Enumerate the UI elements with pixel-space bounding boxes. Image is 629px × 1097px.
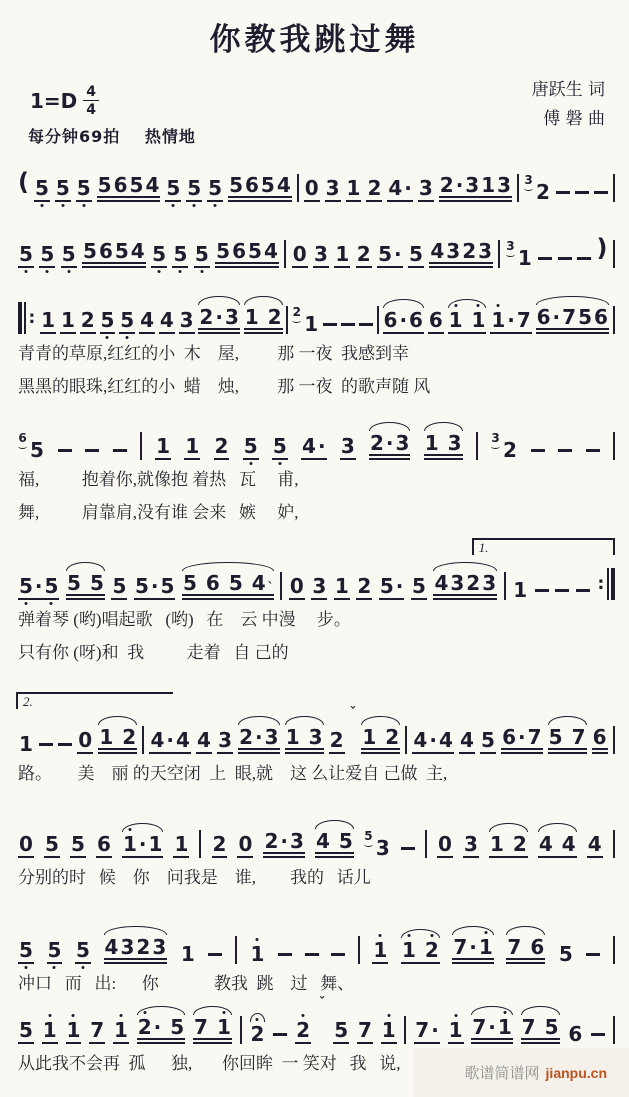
time-lower: 4 <box>86 102 97 118</box>
music-system-7 <box>18 802 615 891</box>
barline <box>613 306 615 334</box>
note-token: 2 <box>356 242 371 266</box>
barline <box>142 726 144 754</box>
expression-label: 热情地 <box>144 127 196 146</box>
time-signature <box>83 84 99 117</box>
note-token: 2 · 5 <box>137 1017 185 1044</box>
barline <box>405 726 407 754</box>
barline <box>286 306 288 334</box>
tempo-label: 每分钟69拍 <box>28 127 121 146</box>
music-system-2 <box>18 212 615 268</box>
note-token: 5 <box>112 574 127 598</box>
note-token: 1 <box>114 1018 128 1042</box>
duration-dash <box>586 449 600 452</box>
notation-row <box>18 212 615 268</box>
note-token: 5 6 5 4 <box>228 175 292 202</box>
lyric-line: 青青的草原,红红的小 木 屋, 那 一夜 我感到幸 <box>18 344 409 363</box>
notation-row <box>18 802 615 858</box>
duration-dash <box>273 1033 287 1036</box>
note-token: 5 <box>558 942 573 966</box>
duration-dash <box>323 323 337 326</box>
note-token: 5 <box>70 832 85 856</box>
note-token: 3 1 <box>506 239 532 270</box>
note-token: 5 <box>152 242 167 266</box>
note-token: 5 · 5 <box>19 574 59 598</box>
note-token: 1 2 <box>98 727 137 754</box>
duration-dash <box>555 589 569 592</box>
phrase-paren: ) <box>596 234 608 262</box>
duration-dash <box>538 257 552 260</box>
note-token: 1 2 <box>361 727 400 754</box>
duration-dash <box>58 743 72 746</box>
note-token: 1 2 <box>401 938 439 962</box>
notation-row <box>18 988 615 1044</box>
note-token: 5 <box>44 832 59 856</box>
notation-row <box>18 278 615 334</box>
duration-dash <box>58 449 72 452</box>
notation-row <box>18 540 615 602</box>
note-token: 0 <box>438 832 452 856</box>
note-token: 5 <box>187 176 202 200</box>
note-token: 1 <box>335 242 350 266</box>
grace-note: 2 <box>292 306 301 323</box>
volta-bracket-1: 1. <box>472 538 615 555</box>
volta-bracket-2: 2. <box>16 692 173 709</box>
note-token: 4 3 2 3 <box>104 937 168 964</box>
note-token: 3 <box>218 728 232 752</box>
lyric-line: 黑黑的眼珠,红红的小 蜡 烛, 那 一夜 的歌声随 风 <box>18 377 431 396</box>
duration-dash <box>331 953 345 956</box>
note-token: 7 5 <box>521 1017 560 1044</box>
note-token: 1 <box>42 1018 57 1042</box>
site-name: 歌谱简谱网 <box>464 1066 540 1082</box>
note-token: 0 <box>304 176 319 200</box>
note-token: 5 <box>34 176 49 200</box>
composer: 傅 磐 曲 <box>543 109 605 129</box>
note-token: 3 <box>312 574 327 598</box>
duration-dash <box>39 743 53 746</box>
barline <box>140 432 142 460</box>
note-token: 6 · 7 5 6 <box>536 307 609 334</box>
note-token: 4 <box>587 832 602 856</box>
lyric-line: 福, 抱着你,就像抱 着热 瓦 甫, <box>18 470 299 489</box>
note-token: 4 · <box>388 176 412 200</box>
note-token: 3 <box>418 176 433 200</box>
note-token: 7 6 <box>506 937 545 964</box>
note-token: 4 <box>159 308 174 332</box>
note-token: 1 <box>513 578 528 602</box>
note-token: 4 · 4 <box>413 728 453 752</box>
duration-dash <box>558 449 572 452</box>
breath-mark: ˇ <box>349 706 357 721</box>
music-system-3 <box>18 278 615 400</box>
note-token: 3 <box>340 434 355 458</box>
lyric-line: 路。 美 丽 的天空闭 上 眼,就 这 么让爱自 己做 主, <box>18 764 448 783</box>
note-token: 6 <box>96 832 111 856</box>
note-token: 2 <box>250 1022 265 1046</box>
note-token: 5 <box>19 1018 33 1042</box>
note-token: 1 <box>448 1018 463 1042</box>
duration-dash <box>577 257 591 260</box>
note-token: 5 <box>120 308 135 332</box>
note-token: 5 3 <box>364 829 390 860</box>
note-token: 2 <box>329 728 344 752</box>
note-token: 5 <box>208 176 223 200</box>
barline <box>498 240 500 268</box>
barline <box>404 1016 406 1044</box>
note-token: 5 · <box>378 242 402 266</box>
notation-row <box>18 694 615 756</box>
note-token: 5 <box>47 938 62 962</box>
note-token: 6 · 6 <box>383 308 423 332</box>
note-token: 1 3 <box>424 433 463 460</box>
note-token: 5 <box>19 938 33 962</box>
notation-row <box>18 146 615 202</box>
note-token: 7 · 1 <box>471 1017 512 1044</box>
note-token: 1 · 7 <box>491 308 531 332</box>
grace-note: 6 <box>18 432 27 449</box>
time-upper: 4 <box>83 84 99 101</box>
barline <box>613 726 615 754</box>
duration-dash <box>341 323 355 326</box>
barline <box>425 830 427 858</box>
note-token: 3 2 <box>491 431 517 462</box>
barline <box>377 306 379 334</box>
note-token: 5 <box>61 242 76 266</box>
note-token: 5 6 5 4 <box>82 241 146 268</box>
barline <box>613 432 615 460</box>
duration-dash <box>558 257 572 260</box>
note-token: 0 <box>292 242 307 266</box>
note-token: 5 6 5 4 <box>215 241 279 268</box>
note-token: 3 <box>325 176 340 200</box>
note-token: 1 <box>66 1018 81 1042</box>
barline <box>476 432 478 460</box>
grace-note: 3 <box>524 174 533 191</box>
barline <box>613 174 615 202</box>
duration-dash <box>208 953 222 956</box>
note-token: 5 <box>55 176 70 200</box>
grace-note: 5 <box>364 830 373 847</box>
lyric-line: 弹着琴 (哟)唱起歌 (哟) 在 云 中漫 步。 <box>18 610 351 629</box>
barline <box>613 1016 615 1044</box>
duration-dash <box>401 847 415 850</box>
repeat-end: : <box>597 568 615 600</box>
note-token: 2 · 3 <box>238 727 279 754</box>
music-system-5 <box>18 540 615 666</box>
note-token: 4 3 2 3 <box>429 241 493 268</box>
grace-note: 3 <box>491 432 500 449</box>
barline <box>284 240 286 268</box>
note-token: 1 <box>60 308 75 332</box>
duration-dash <box>359 323 373 326</box>
note-token: 1 1 <box>448 308 486 332</box>
note-token: 3 2 <box>524 173 550 204</box>
note-token: 7 <box>90 1018 105 1042</box>
note-token: 1 <box>180 942 195 966</box>
note-token: 1 <box>19 732 33 756</box>
note-token: 2 <box>367 176 382 200</box>
barline <box>297 174 299 202</box>
note-token: 2 <box>80 308 95 332</box>
music-system-8 <box>18 908 615 997</box>
key-signature <box>30 84 99 117</box>
barline <box>199 830 201 858</box>
note-token: 0 <box>19 832 33 856</box>
note-token: 5 <box>334 1018 349 1042</box>
note-token: 5 6 5 4 ˋ <box>182 573 274 600</box>
note-token: 6 <box>592 727 608 754</box>
notation-row <box>18 404 615 460</box>
note-token: 2 · 3 <box>369 433 410 460</box>
note-token: 5 5 <box>66 573 105 600</box>
note-token: 1 2 <box>489 832 527 856</box>
note-token: 4 5 <box>315 831 354 858</box>
breath-mark: ˇ <box>318 996 326 1011</box>
duration-dash <box>586 953 600 956</box>
grace-note: 3 <box>506 240 515 257</box>
key-label: 1=D <box>30 88 78 113</box>
note-token: 1 · 1 <box>122 832 163 856</box>
duration-dash <box>591 1033 605 1036</box>
note-token: 2 · 3 <box>198 307 239 334</box>
note-token: 1 <box>346 176 361 200</box>
note-token: 3 <box>463 832 478 856</box>
note-token: 1 <box>381 1018 396 1042</box>
note-token: 5 7 <box>548 727 587 754</box>
note-token: 7 · <box>415 1018 439 1042</box>
lyric-line: 从此我不会再 孤 独, 你回眸 一 笑对 我 说, <box>18 1054 401 1073</box>
duration-dash <box>305 953 319 956</box>
barline <box>358 936 360 964</box>
note-token: 2 <box>357 574 372 598</box>
duration-dash <box>594 191 608 194</box>
barline <box>613 830 615 858</box>
note-token: 4 · 4 <box>150 728 190 752</box>
note-token: 4 <box>140 308 154 332</box>
note-token: 5 · <box>379 574 404 598</box>
note-token: 1 <box>174 832 189 856</box>
note-token: 5 <box>409 242 423 266</box>
duration-dash <box>556 191 570 194</box>
duration-dash <box>535 589 549 592</box>
note-token: 1 <box>185 434 200 458</box>
barline <box>504 572 506 600</box>
barline <box>613 240 615 268</box>
tempo-row <box>28 124 214 147</box>
note-token: 2 · 3 1 3 <box>439 175 512 202</box>
note-token: 7 <box>357 1018 372 1042</box>
note-token: 1 <box>156 434 171 458</box>
note-token: 2 · 3 <box>263 831 304 858</box>
note-token: 5 <box>173 242 188 266</box>
credits <box>532 76 605 134</box>
watermark <box>465 1062 607 1083</box>
note-token: 1 2 <box>244 307 283 334</box>
note-token: 7 · 1 <box>452 937 493 964</box>
note-token: 5 <box>272 434 287 458</box>
note-token: 1 <box>373 938 388 962</box>
duration-dash <box>576 589 590 592</box>
duration-dash <box>531 449 545 452</box>
repeat-begin: : <box>18 302 36 334</box>
lyricist: 唐跃生 词 <box>531 80 605 100</box>
barline <box>240 1016 242 1044</box>
lyric-line: 分别的时 候 你 问我是 谁, 我的 话儿 <box>18 868 371 887</box>
note-token: 5 <box>76 176 91 200</box>
site-url: jianpu.cn <box>545 1065 607 1081</box>
duration-dash <box>113 449 127 452</box>
note-token: 5 <box>40 242 55 266</box>
note-token: 0 <box>78 728 93 752</box>
notation-row <box>18 908 615 964</box>
note-token: 5 <box>411 574 426 598</box>
note-token: 5 <box>243 434 258 458</box>
note-token: 6 <box>428 308 443 332</box>
barline <box>235 936 237 964</box>
note-token: 1 3 <box>285 727 324 754</box>
music-system-6 <box>18 694 615 787</box>
page-title: 你教我跳过舞 <box>209 22 420 58</box>
note-token: 6 · 7 <box>501 727 542 754</box>
note-token: 5 · 5 <box>134 574 175 598</box>
note-token: 2 <box>296 1018 311 1042</box>
music-system-1 <box>18 146 615 202</box>
note-token: 1 <box>250 942 265 966</box>
note-token: 3 <box>314 242 328 266</box>
note-token: 3 <box>179 308 194 332</box>
note-token: 6 5 <box>18 431 44 462</box>
note-token: 5 <box>100 308 115 332</box>
note-token: 5 6 5 4 <box>97 175 161 202</box>
lyric-line: 舞, 肩靠肩,没有谁 会来 嫉 妒, <box>18 503 299 522</box>
note-token: 5 <box>481 728 495 752</box>
note-token: 5 <box>19 242 33 266</box>
note-token: 6 <box>568 1022 583 1046</box>
note-token: 2 1 <box>292 305 319 336</box>
lyric-line: 只有你 (呀)和 我 走着 自 己的 <box>18 643 289 662</box>
note-token: 4 4 <box>538 832 576 856</box>
barline <box>517 174 519 202</box>
barline <box>280 572 282 600</box>
duration-dash <box>575 191 589 194</box>
lyric-line: 冲口 而 出: 你 教我 跳 过 舞、 <box>18 974 355 993</box>
note-token: 0 <box>238 832 253 856</box>
note-token: 5 <box>76 938 90 962</box>
note-token: 4 · <box>302 434 326 458</box>
note-token: 5 <box>166 176 181 200</box>
note-token: 4 <box>460 728 474 752</box>
note-token: 4 <box>197 728 211 752</box>
note-token: 0 <box>289 574 304 598</box>
note-token: 5 <box>194 242 209 266</box>
note-token: 4 3 2 3 <box>433 573 497 600</box>
barline <box>613 936 615 964</box>
note-token: 2 <box>214 434 229 458</box>
note-token: 7 1 <box>193 1017 232 1044</box>
duration-dash <box>85 449 99 452</box>
music-system-4 <box>18 404 615 526</box>
duration-dash <box>278 953 292 956</box>
note-token: 1 <box>41 308 56 332</box>
note-token: 2 <box>212 832 227 856</box>
phrase-paren: ( <box>18 168 29 196</box>
note-token: 1 <box>334 574 349 598</box>
